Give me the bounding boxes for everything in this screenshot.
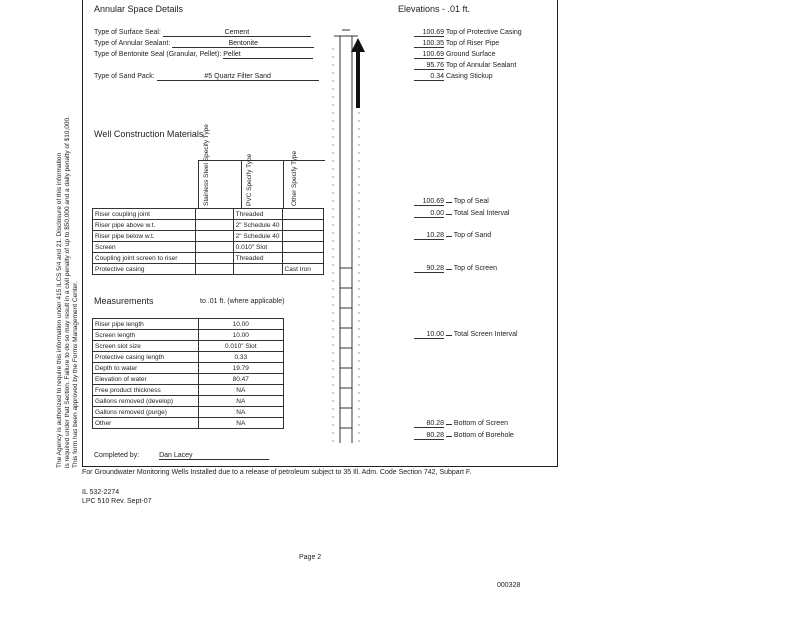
elevation-value: 100.69: [414, 51, 444, 59]
pvc-value: 0.010" Slot: [233, 242, 282, 253]
measurement-value: 10.00: [198, 319, 283, 330]
elevation-row: [414, 265, 497, 273]
elevation-label: Top of Annular Sealant: [445, 62, 517, 69]
pvc-value: 2" Schedule 40: [233, 231, 282, 242]
table-row: [93, 385, 284, 396]
table-row: [93, 407, 284, 418]
elevation-label: Bottom of Screen: [453, 420, 508, 427]
elevation-value: 80.28: [414, 432, 444, 440]
materials-title: Well Construction Materials: [94, 129, 204, 139]
form-id: IL 532-2274: [82, 489, 120, 496]
elevation-value: 100.69: [414, 198, 444, 206]
material-label: Riser pipe below w.t.: [93, 231, 196, 242]
measurements-title: Measurements: [94, 296, 154, 306]
material-label: Riser pipe above w.t.: [93, 220, 196, 231]
column-header: Other Specify Type: [291, 150, 298, 206]
elevation-value: 10.28: [414, 232, 444, 240]
measurement-value: NA: [198, 385, 283, 396]
table-row: [93, 253, 324, 264]
elevation-label: Casing Stickup: [445, 73, 493, 80]
elevation-label: Bottom of Borehole: [453, 432, 514, 439]
table-row: [93, 220, 324, 231]
side-text-line: This form has been approved by the Forms Management Center.: [72, 281, 79, 468]
elevation-label: Top of Screen: [453, 265, 497, 272]
annular-value: #5 Quartz Filter Sand: [157, 73, 319, 81]
annular-value: Cement: [163, 29, 311, 37]
annular-title: Annular Space Details: [94, 4, 184, 14]
measurement-value: 19.79: [198, 363, 283, 374]
measurement-value: NA: [198, 396, 283, 407]
elevation-label: Top of Protective Casing: [445, 29, 522, 36]
elevation-value: 90.28: [414, 265, 444, 273]
elevation-row: [414, 51, 495, 59]
elevation-row: [414, 232, 491, 240]
table-row: [93, 231, 324, 242]
pvc-value: 2" Schedule 40: [233, 220, 282, 231]
measurement-value: NA: [198, 418, 283, 429]
side-legal-text: [56, 116, 80, 468]
elevation-label: Ground Surface: [445, 51, 496, 58]
annular-row: [94, 51, 313, 59]
elevation-label: Top of Riser Pipe: [445, 40, 500, 47]
elevation-row: [414, 432, 514, 440]
document-number: 000328: [497, 582, 521, 589]
elevation-label: Top of Sand: [453, 232, 492, 239]
elevation-label: Top of Seal: [453, 198, 489, 205]
pvc-value: Threaded: [233, 253, 282, 264]
elevation-label: Total Screen Interval: [453, 331, 518, 338]
material-label: Screen: [93, 242, 196, 253]
column-header: Stainless Steel Specify Type: [203, 124, 210, 206]
table-row: [93, 242, 324, 253]
measurement-label: Screen length: [93, 330, 199, 341]
annular-row: [94, 40, 314, 48]
table-row: [93, 330, 284, 341]
measurement-value: 80.47: [198, 374, 283, 385]
elevation-row: [414, 73, 493, 81]
arrow-up-icon: [350, 38, 366, 108]
elevation-value: 0.34: [414, 73, 444, 81]
column-header: PVC Specify Type: [246, 153, 253, 206]
table-row: [93, 352, 284, 363]
table-row: [93, 341, 284, 352]
elevation-row: [414, 420, 508, 428]
annular-row: [94, 29, 311, 37]
measurement-label: Other: [93, 418, 199, 429]
measurement-label: Gallons removed (develop): [93, 396, 199, 407]
completed-name: Dan Lacey: [159, 452, 269, 460]
elevation-value: 95.76: [414, 62, 444, 70]
elevation-row: [414, 198, 489, 206]
elevation-value: 10.00: [414, 331, 444, 339]
elevation-row: [414, 331, 518, 339]
footnote: For Groundwater Monitoring Wells Installed due to a release of petroleum subject to 35 Ill. Adm. Code Section 742, Subpart F.: [82, 469, 472, 476]
measurement-label: Riser pipe length: [93, 319, 199, 330]
annular-label: Type of Sand Pack:: [94, 73, 155, 80]
measurement-value: NA: [198, 407, 283, 418]
materials-table: [92, 208, 324, 275]
measurement-label: Screen slot size: [93, 341, 199, 352]
elevation-row: [414, 40, 499, 48]
pvc-value: Threaded: [233, 209, 282, 220]
elevation-value: 100.69: [414, 29, 444, 37]
material-label: Coupling joint screen to riser: [93, 253, 196, 264]
table-row: [93, 418, 284, 429]
measurement-label: Protective casing length: [93, 352, 199, 363]
annular-label: Type of Bentonite Seal (Granular, Pellet):: [94, 51, 222, 58]
measurement-label: Depth to water: [93, 363, 199, 374]
table-row: [93, 374, 284, 385]
table-row: [93, 209, 324, 220]
annular-label: Type of Annular Sealant:: [94, 40, 171, 47]
measurements-subtitle: to .01 ft. (where applicable): [200, 298, 285, 305]
measurement-value: 10.00: [198, 330, 283, 341]
annular-label: Type of Surface Seal:: [94, 29, 161, 36]
material-label: Riser coupling joint: [93, 209, 196, 220]
measurement-label: Elevation of water: [93, 374, 199, 385]
table-row: [93, 319, 284, 330]
completed-by: [94, 452, 269, 460]
completed-label: Completed by:: [94, 452, 140, 459]
materials-header: [198, 124, 325, 209]
other-value: Cast Iron: [282, 264, 323, 275]
measurement-value: 0.010" Slot: [198, 341, 283, 352]
annular-value: Pellet: [223, 51, 313, 59]
annular-value: Bentonite: [172, 40, 314, 48]
elevation-value: 0.00: [414, 210, 444, 218]
measurement-label: Free product thickness: [93, 385, 199, 396]
elevations-title: Elevations - .01 ft.: [398, 4, 471, 14]
page-number: Page 2: [299, 554, 322, 561]
elevation-label: Total Seal Interval: [453, 210, 510, 217]
table-row: [93, 396, 284, 407]
material-label: Protective casing: [93, 264, 196, 275]
measurements-table: [92, 318, 284, 429]
elevation-row: [414, 210, 509, 218]
side-text-line: is required under that Section. Failure to do so may result in a civil penalty of up to $50,000 and a daily penalty of $10,000.: [64, 116, 71, 468]
side-text-line: The Agency is authorized to require this information under 415 ILCS 5/4 and 21. Disclosure of this information: [56, 152, 63, 468]
table-row: [93, 264, 324, 275]
elevation-value: 80.28: [414, 420, 444, 428]
measurement-label: Gallons removed (purge): [93, 407, 199, 418]
form-revision: LPC 510 Rev. Sept-07: [82, 498, 152, 505]
elevation-row: [414, 29, 522, 37]
elevation-row: [414, 62, 516, 70]
table-row: [93, 363, 284, 374]
annular-row: [94, 73, 319, 81]
elevation-value: 100.35: [414, 40, 444, 48]
measurement-value: 0.33: [198, 352, 283, 363]
